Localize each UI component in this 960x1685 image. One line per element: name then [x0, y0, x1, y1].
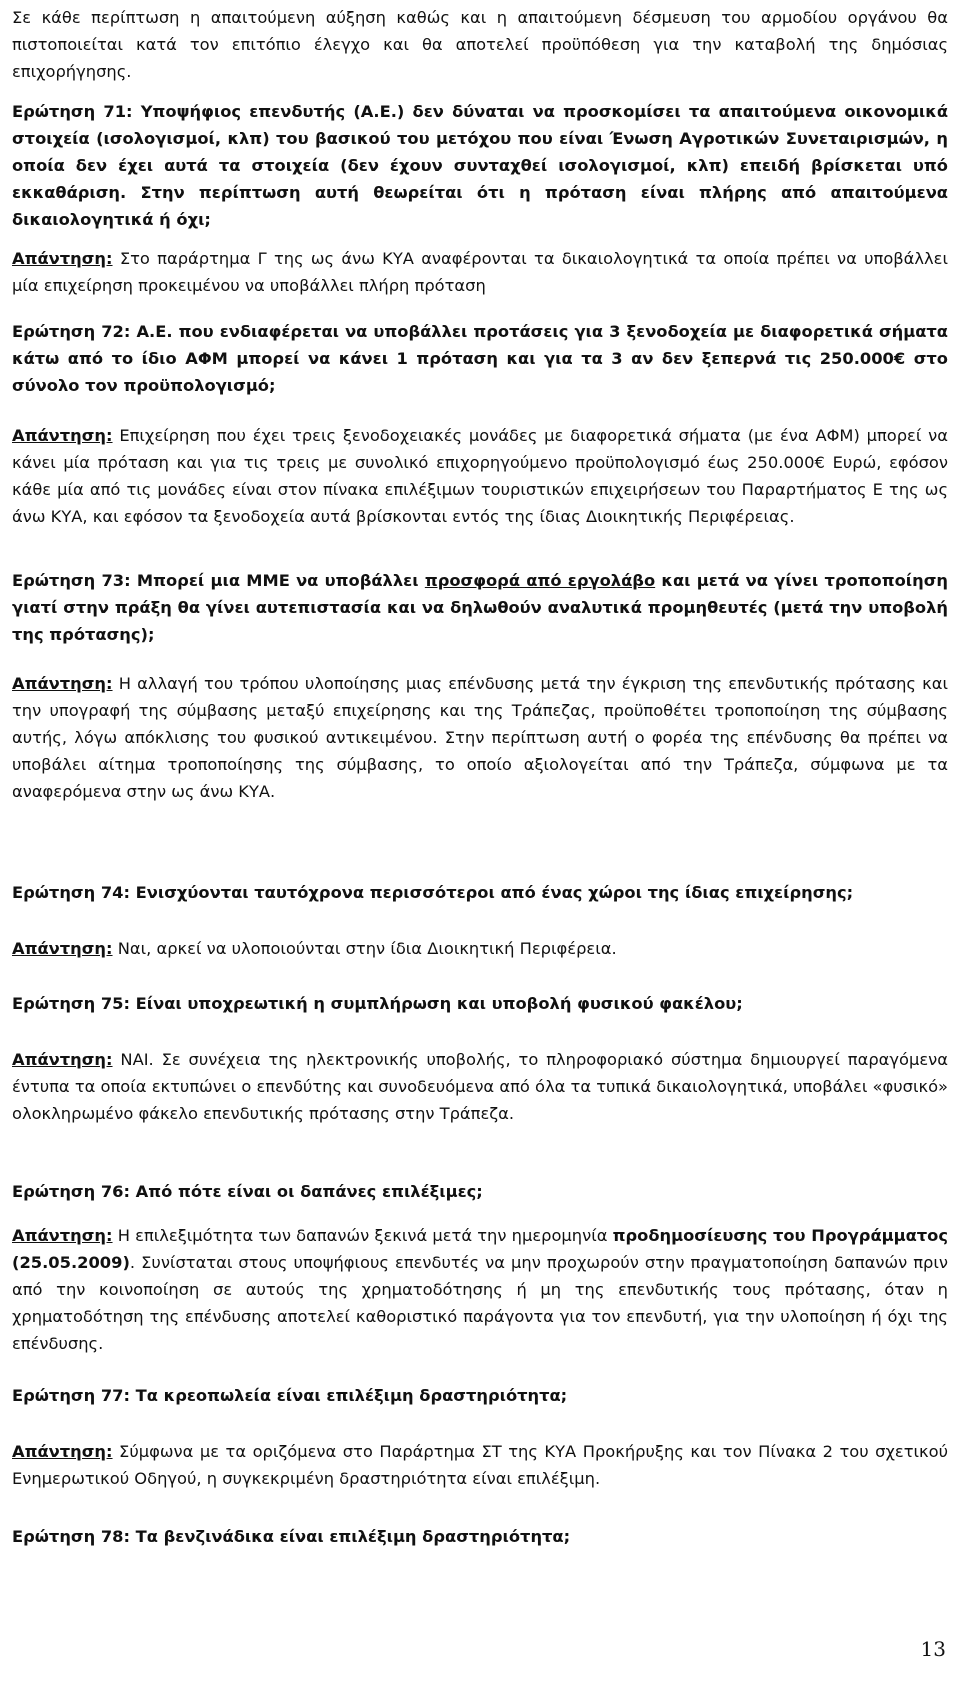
- question-73: [12, 567, 948, 648]
- question-72: Ερώτηση 72: Α.Ε. που ενδιαφέρεται να υποβάλλει προτάσεις για 3 ξενοδοχεία με διαφορετικά σήματα κάτω από το ίδιο ΑΦΜ μπορεί να κάνει 1 πρόταση και για τα 3 αν δεν ξεπερνά τις 250.000€ στο σύνολο τον προϋπολογισμό;: [12, 322, 948, 395]
- answer-label: Απάντηση:: [12, 674, 113, 693]
- answer-74-text: Ναι, αρκεί να υλοποιούνται στην ίδια Διοικητική Περιφέρεια.: [112, 939, 617, 958]
- answer-label: Απάντηση:: [12, 426, 113, 445]
- answer-75: [12, 1046, 948, 1127]
- answer-label: Απάντηση:: [12, 939, 113, 958]
- answer-label: Απάντηση:: [12, 1050, 113, 1069]
- answer-72: [12, 422, 948, 530]
- answer-label: Απάντηση:: [12, 1442, 113, 1461]
- question-75: Ερώτηση 75: Είναι υποχρεωτική η συμπλήρωση και υποβολή φυσικού φακέλου;: [12, 994, 743, 1013]
- answer-71-text: Στο παράρτημα Γ της ως άνω ΚΥΑ αναφέρονται τα δικαιολογητικά τα οποία πρέπει να υποβάλλει μία επιχείρηση προκειμένου να υποβάλλει πλήρη πρόταση: [12, 249, 948, 295]
- answer-76: [12, 1222, 948, 1357]
- answer-label: Απάντηση:: [12, 249, 113, 268]
- answer-74: [12, 935, 948, 962]
- answer-71: [12, 245, 948, 299]
- question-74: Ερώτηση 74: Ενισχύονται ταυτόχρονα περισσότεροι από ένας χώροι της ίδιας επιχείρησης;: [12, 883, 854, 902]
- question-77: Ερώτηση 77: Τα κρεοπωλεία είναι επιλέξιμη δραστηριότητα;: [12, 1386, 568, 1405]
- answer-73-text: Η αλλαγή του τρόπου υλοποίησης μιας επένδυσης μετά την έγκριση της επενδυτικής πρότασης και την υπογραφή της σύμβασης μεταξύ επιχείρησης και της Τράπεζας, προϋποθέτει τροποποίηση της σύμβασης αυτής, λόγω απόκλισης του φυσικού αντικειμένου. Στην περίπτωση αυτή ο φορέα της επένδυσης θα πρέπει να υποβάλει αίτημα τροποποίησης της σύμβασης, το οποίο αξιολογείται από την Τράπεζα, σύμφωνα με τα αναφερόμενα στην ως άνω ΚΥΑ.: [12, 674, 948, 801]
- answer-77-text: Σύμφωνα με τα οριζόμενα στο Παράρτημα ΣΤ της ΚΥΑ Προκήρυξης και τον Πίνακα 2 του σχετικού Ενημερωτικού Οδηγού, η συγκεκριμένη δραστηριότητα είναι επιλέξιμη.: [12, 1442, 948, 1488]
- question-73-part-b: και μετά να γίνει τροποποίηση γιατί στην πράξη θα γίνει αυτεπιστασία και να δηλωθούν αναλυτικά προμηθευτές (μετά την υποβολή της πρότασης);: [12, 571, 949, 644]
- answer-76-bold: προδημοσίευσης του Προγράμματος (25.05.2009): [12, 1226, 948, 1272]
- page-number: 13: [920, 1637, 946, 1661]
- question-73-part-a: Ερώτηση 73: Μπορεί μια ΜΜΕ να υποβάλλει: [12, 571, 425, 590]
- intro-paragraph: Σε κάθε περίπτωση η απαιτούμενη αύξηση καθώς και η απαιτούμενη δέσμευση του αρμοδίου οργάνου θα πιστοποιείται κατά τον επιτόπιο έλεγχο και θα αποτελεί προϋπόθεση για την καταβολή της δημόσιας επιχορήγησης.: [12, 8, 948, 81]
- answer-75-text: ΝΑΙ. Σε συνέχεια της ηλεκτρονικής υποβολής, το πληροφοριακό σύστημα δημιουργεί παραγόμενα έντυπα τα οποία εκτυπώνει ο επενδύτης και συνοδευόμενα από όλα τα τυπικά δικαιολογητικά, υποβάλει «φυσικό» ολοκληρωμένο φάκελο επενδυτικής πρότασης στην Τράπεζα.: [12, 1050, 948, 1123]
- question-73-underlined: προσφορά από εργολάβο: [424, 571, 656, 590]
- answer-76-part-a: Η επιλεξιμότητα των δαπανών ξεκινά μετά την ημερομηνία: [112, 1226, 613, 1245]
- answer-76-part-b: . Συνίσταται στους υποψήφιους επενδυτές να μην προχωρούν στην πραγματοποίηση δαπανών πριν από την κοινοποίηση σε αυτούς της χρηματοδότησης ή μη της επενδυτικής τους πρότασης, όταν η χρηματοδότηση της επένδυσης αποτελεί καθοριστικό παράγοντα για τον επενδυτή, για την υλοποίηση ή όχι της επένδυσης.: [12, 1253, 948, 1353]
- question-71: Ερώτηση 71: Υποψήφιος επενδυτής (Α.Ε.) δεν δύναται να προσκομίσει τα απαιτούμενα οικονομικά στοιχεία (ισολογισμοί, κλπ) του βασικού του μετόχου που είναι Ένωση Αγροτικών Συνεταιρισμών, η οποία δεν έχει αυτά τα στοιχεία (δεν έχουν συνταχθεί ισολογισμοί, κλπ) επειδή βρίσκεται υπό εκκαθάριση. Στην περίπτωση αυτή θεωρείται ότι η πρόταση είναι πλήρης από απαιτούμενα δικαιολογητικά ή όχι;: [12, 102, 948, 229]
- answer-label: Απάντηση:: [12, 1226, 113, 1245]
- answer-72-text: Επιχείρηση που έχει τρεις ξενοδοχειακές μονάδες με διαφορετικά σήματα (με ένα ΑΦΜ) μπορεί να κάνει μία πρόταση και για τις τρεις με συνολικό επιχορηγούμενο προϋπολογισμό έως 250.000€ Ευρώ, εφόσον κάθε μία από τις μονάδες είναι στον πίνακα επιλέξιμων τουριστικών επιχειρήσεων του Παραρτήματος Ε της ως άνω ΚΥΑ, και εφόσον τα ξενοδοχεία αυτά βρίσκονται εντός της ίδιας Διοικητικής Περιφέρειας.: [12, 426, 948, 526]
- question-78: Ερώτηση 78: Τα βενζινάδικα είναι επιλέξιμη δραστηριότητα;: [12, 1527, 571, 1546]
- question-76: Ερώτηση 76: Από πότε είναι οι δαπάνες επιλέξιμες;: [12, 1182, 483, 1201]
- answer-77: [12, 1438, 948, 1492]
- answer-73: [12, 670, 948, 805]
